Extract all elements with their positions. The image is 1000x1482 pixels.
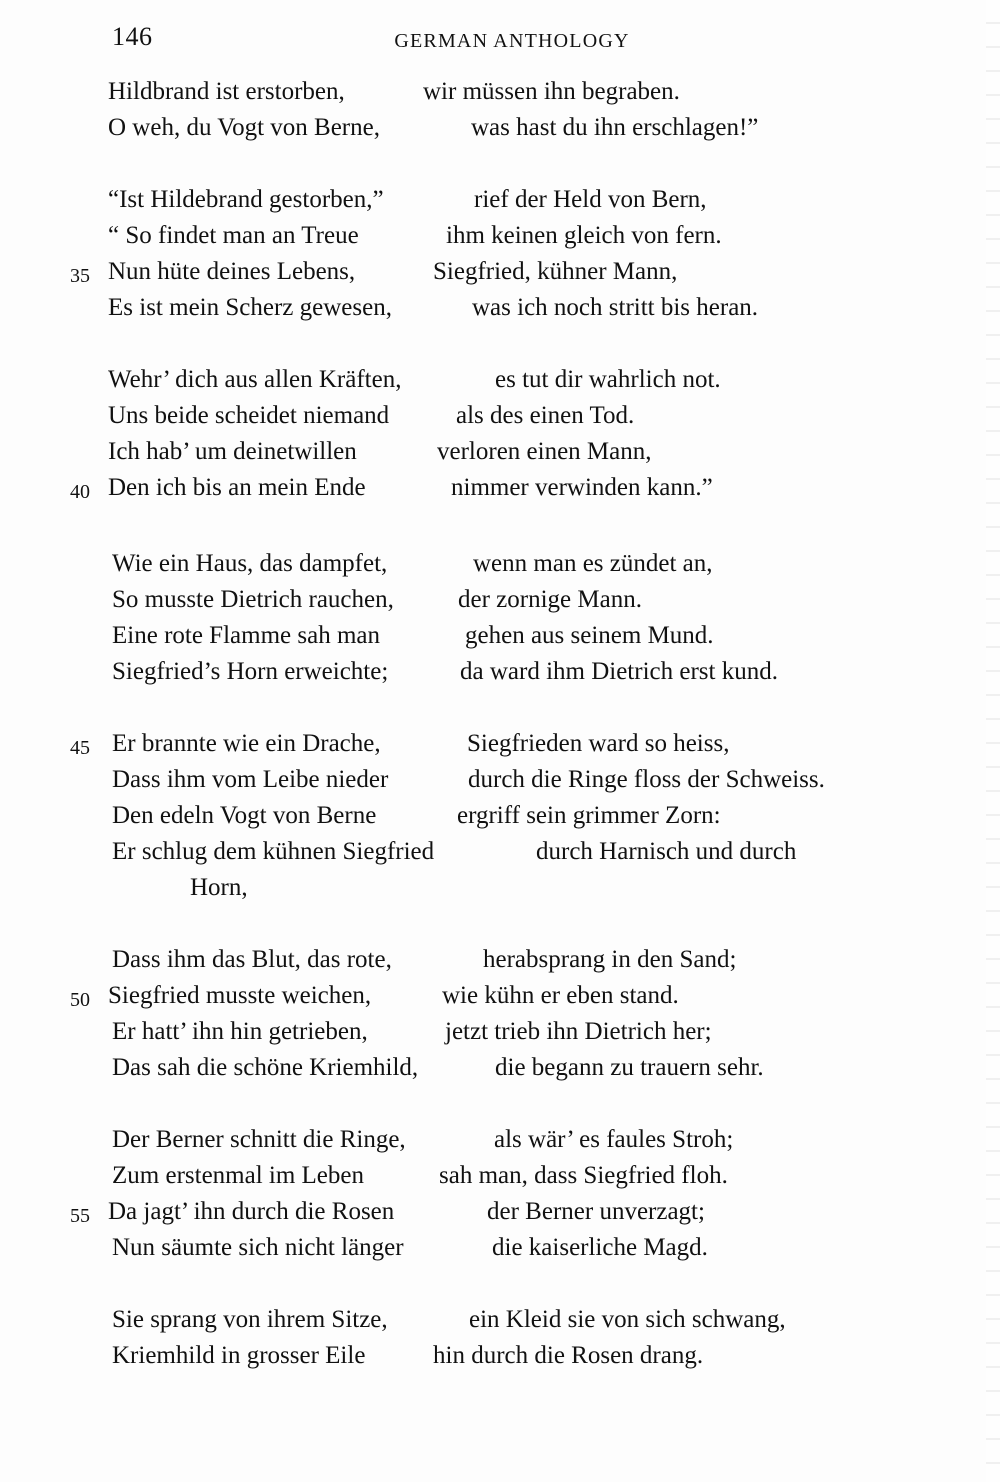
first-hemistich: Hildbrand ist erstorben, (108, 78, 345, 105)
second-hemistich: nimmer verwinden kann.” (451, 474, 713, 501)
second-hemistich: was ich noch stritt bis heran. (472, 294, 759, 321)
verse-line (0, 398, 1000, 434)
first-hemistich: Nun hüte deines Lebens, (108, 258, 356, 285)
verse-line (0, 1194, 1000, 1230)
line-number: 45 (70, 737, 90, 759)
second-hemistich: wir müssen ihn begraben. (423, 78, 680, 105)
verse-line (0, 110, 1000, 146)
second-hemistich: die begann zu trauern sehr. (495, 1054, 764, 1081)
second-hemistich: Siegfried, kühner Mann, (433, 258, 678, 285)
first-hemistich: Nun säumte sich nicht länger (112, 1234, 404, 1261)
first-hemistich: Den ich bis an mein Ende (108, 474, 366, 501)
first-hemistich: Der Berner schnitt die Ringe, (112, 1126, 406, 1153)
first-hemistich: Sie sprang von ihrem Sitze, (112, 1306, 388, 1333)
verse-line (0, 254, 1000, 290)
first-hemistich: Uns beide scheidet niemand (108, 402, 390, 429)
second-hemistich: rief der Held von Bern, (474, 186, 707, 213)
verse-line (0, 182, 1000, 218)
first-hemistich: Eine rote Flamme sah man (112, 622, 380, 649)
second-hemistich: ergriff sein grimmer Zorn: (457, 802, 721, 829)
verse-line (0, 618, 1000, 654)
second-hemistich: jetzt trieb ihn Dietrich her; (445, 1018, 712, 1045)
second-hemistich: als des einen Tod. (456, 402, 635, 429)
verse-line (0, 434, 1000, 470)
verse-line (0, 762, 1000, 798)
verse-line (0, 726, 1000, 762)
first-hemistich: So musste Dietrich rauchen, (112, 586, 394, 613)
first-hemistich: Er brannte wie ein Drache, (112, 730, 381, 757)
second-hemistich: ihm keinen gleich von fern. (446, 222, 722, 249)
first-hemistich: Siegfried musste weichen, (108, 982, 372, 1009)
verse-line (0, 1302, 1000, 1338)
first-hemistich: O weh, du Vogt von Berne, (108, 114, 380, 141)
second-hemistich: der Berner unverzagt; (487, 1198, 705, 1225)
second-hemistich: was hast du ihn erschlagen!” (471, 114, 759, 141)
verse-line (0, 1050, 1000, 1086)
first-hemistich: Horn, (190, 874, 248, 901)
verse-line (0, 1014, 1000, 1050)
verse-line (0, 942, 1000, 978)
second-hemistich: durch Harnisch und durch (536, 838, 797, 865)
second-hemistich: herabsprang in den Sand; (483, 946, 737, 973)
second-hemistich: sah man, dass Siegfried floh. (439, 1162, 728, 1189)
first-hemistich: Kriemhild in grosser Eile (112, 1342, 366, 1369)
second-hemistich: ein Kleid sie von sich schwang, (469, 1306, 786, 1333)
first-hemistich: Den edeln Vogt von Berne (112, 802, 377, 829)
running-title (0, 28, 1000, 53)
verse-line (0, 362, 1000, 398)
second-hemistich: da ward ihm Dietrich erst kund. (460, 658, 778, 685)
second-hemistich: die kaiserliche Magd. (492, 1234, 708, 1261)
verse-line (0, 1158, 1000, 1194)
first-hemistich: Ich hab’ um deinetwillen (108, 438, 357, 465)
first-hemistich: Es ist mein Scherz gewesen, (108, 294, 392, 321)
second-hemistich: es tut dir wahrlich not. (495, 366, 721, 393)
line-number: 35 (70, 265, 90, 287)
verse-line (0, 834, 1000, 870)
verse-line (0, 798, 1000, 834)
second-hemistich: als wär’ es faules Stroh; (494, 1126, 734, 1153)
verse-line (0, 1230, 1000, 1266)
second-hemistich: verloren einen Mann, (437, 438, 652, 465)
first-hemistich: Wie ein Haus, das dampfet, (112, 550, 388, 577)
first-hemistich: Siegfried’s Horn erweichte; (112, 658, 389, 685)
verse-line (0, 978, 1000, 1014)
first-hemistich: Wehr’ dich aus allen Kräften, (108, 366, 402, 393)
page-number: 146 (112, 22, 153, 51)
first-hemistich: Er hatt’ ihn hin getrieben, (112, 1018, 368, 1045)
verse-line (0, 582, 1000, 618)
second-hemistich: durch die Ringe floss der Schweiss. (468, 766, 825, 793)
first-hemistich: Er schlug dem kühnen Siegfried (112, 838, 435, 865)
verse-line (0, 290, 1000, 326)
verse-line-continuation (0, 870, 1000, 906)
first-hemistich: Zum erstenmal im Leben (112, 1162, 365, 1189)
line-number: 50 (70, 989, 90, 1011)
line-number: 40 (70, 481, 90, 503)
line-number: 55 (70, 1205, 90, 1227)
second-hemistich: der zornige Mann. (458, 586, 642, 613)
first-hemistich: “ So findet man an Treue (108, 222, 359, 249)
second-hemistich: gehen aus seinem Mund. (465, 622, 714, 649)
verse-line (0, 218, 1000, 254)
running-title-text: GERMAN ANTHOLOGY (394, 30, 630, 52)
second-hemistich: wenn man es zündet an, (473, 550, 713, 577)
second-hemistich: hin durch die Rosen drang. (433, 1342, 704, 1369)
first-hemistich: “Ist Hildebrand gestorben,” (108, 186, 384, 213)
first-hemistich: Da jagt’ ihn durch die Rosen (108, 1198, 395, 1225)
first-hemistich: Dass ihm vom Leibe nieder (112, 766, 389, 793)
page-edge-shading (986, 0, 1000, 1482)
second-hemistich: Siegfrieden ward so heiss, (467, 730, 730, 757)
verse-line (0, 74, 1000, 110)
verse-line (0, 546, 1000, 582)
verse-line (0, 1338, 1000, 1374)
verse-line (0, 470, 1000, 506)
second-hemistich: wie kühn er eben stand. (442, 982, 679, 1009)
first-hemistich: Das sah die schöne Kriemhild, (112, 1054, 419, 1081)
verse-line (0, 654, 1000, 690)
first-hemistich: Dass ihm das Blut, das rote, (112, 946, 392, 973)
verse-line (0, 1122, 1000, 1158)
